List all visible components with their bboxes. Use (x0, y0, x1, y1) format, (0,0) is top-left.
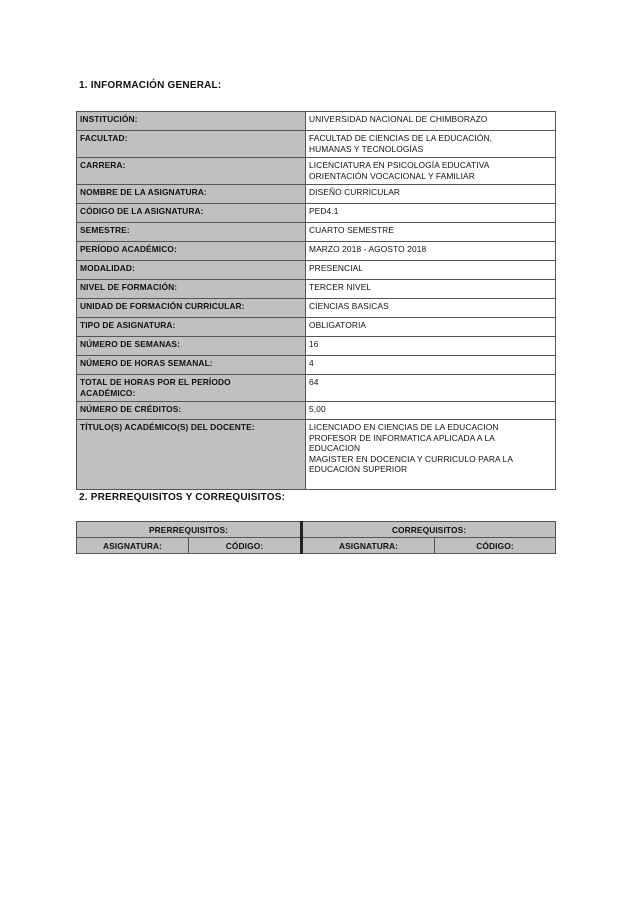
table-row (77, 158, 556, 185)
table-row (77, 131, 556, 158)
table-row (77, 402, 556, 420)
table-row (77, 420, 556, 490)
row-label: NÚMERO DE SEMANAS: (77, 337, 306, 356)
corequisites-header: CORREQUISITOS: (302, 522, 556, 538)
row-label: SEMESTRE: (77, 223, 306, 242)
row-value: DISEÑO CURRICULAR (306, 185, 556, 204)
coreq-subject-header: ASIGNATURA: (302, 538, 435, 554)
prereq-code-header: CÓDIGO: (189, 538, 302, 554)
row-value: 4 (306, 356, 556, 375)
row-label: NÚMERO DE CRÉDITOS: (77, 402, 306, 420)
row-value: LICENCIADO EN CIENCIAS DE LA EDUCACION PROFESOR DE INFORMATICA APLICADA A LA EDUCACION MAGISTER EN DOCENCIA Y CURRICULO PARA LA EDUCACION SUPERIOR (306, 420, 556, 490)
table-row (77, 280, 556, 299)
row-label: TÍTULO(S) ACADÉMICO(S) DEL DOCENTE: (77, 420, 306, 490)
table-row (77, 204, 556, 223)
row-value: PED4.1 (306, 204, 556, 223)
section-2-title: 2. PRERREQUISITOS Y CORREQUISITOS: (79, 492, 286, 503)
row-value: OBLIGATORIA (306, 318, 556, 337)
row-value: CUARTO SEMESTRE (306, 223, 556, 242)
row-value: LICENCIATURA EN PSICOLOGÍA EDUCATIVA ORIENTACIÓN VOCACIONAL Y FAMILIAR (306, 158, 556, 185)
row-value: FACULTAD DE CIENCIAS DE LA EDUCACIÓN, HUMANAS Y TECNOLOGÍAS (306, 131, 556, 158)
row-value: MARZO 2018 - AGOSTO 2018 (306, 242, 556, 261)
table-row (77, 299, 556, 318)
table-row (77, 375, 556, 402)
section-1-title: 1. INFORMACIÓN GENERAL: (79, 80, 222, 91)
general-info-table (76, 111, 556, 490)
row-label: NIVEL DE FORMACIÓN: (77, 280, 306, 299)
table-row (77, 261, 556, 280)
row-value: PRESENCIAL (306, 261, 556, 280)
table-header-row (77, 522, 556, 538)
table-row (77, 242, 556, 261)
row-value: UNIVERSIDAD NACIONAL DE CHIMBORAZO (306, 112, 556, 131)
table-header-row (77, 538, 556, 554)
row-value: 64 (306, 375, 556, 402)
row-label: INSTITUCIÓN: (77, 112, 306, 131)
row-label: CARRERA: (77, 158, 306, 185)
prerequisites-header: PRERREQUISITOS: (77, 522, 302, 538)
row-label: CÓDIGO DE LA ASIGNATURA: (77, 204, 306, 223)
row-label: MODALIDAD: (77, 261, 306, 280)
row-label: NÚMERO DE HORAS SEMANAL: (77, 356, 306, 375)
coreq-code-header: CÓDIGO: (435, 538, 556, 554)
row-value: 16 (306, 337, 556, 356)
table-row (77, 223, 556, 242)
table-row (77, 356, 556, 375)
row-label: TIPO DE ASIGNATURA: (77, 318, 306, 337)
row-value: TERCER NIVEL (306, 280, 556, 299)
row-label: UNIDAD DE FORMACIÓN CURRICULAR: (77, 299, 306, 318)
prerequisites-table (76, 521, 556, 554)
prereq-subject-header: ASIGNATURA: (77, 538, 189, 554)
table-row (77, 112, 556, 131)
table-row (77, 318, 556, 337)
row-label: NOMBRE DE LA ASIGNATURA: (77, 185, 306, 204)
row-value: 5,00 (306, 402, 556, 420)
row-label: TOTAL DE HORAS POR EL PERÍODO ACADÉMICO: (77, 375, 306, 402)
row-value: CIENCIAS BASICAS (306, 299, 556, 318)
row-label: PERÍODO ACADÉMICO: (77, 242, 306, 261)
table-row (77, 185, 556, 204)
row-label: FACULTAD: (77, 131, 306, 158)
table-row (77, 337, 556, 356)
